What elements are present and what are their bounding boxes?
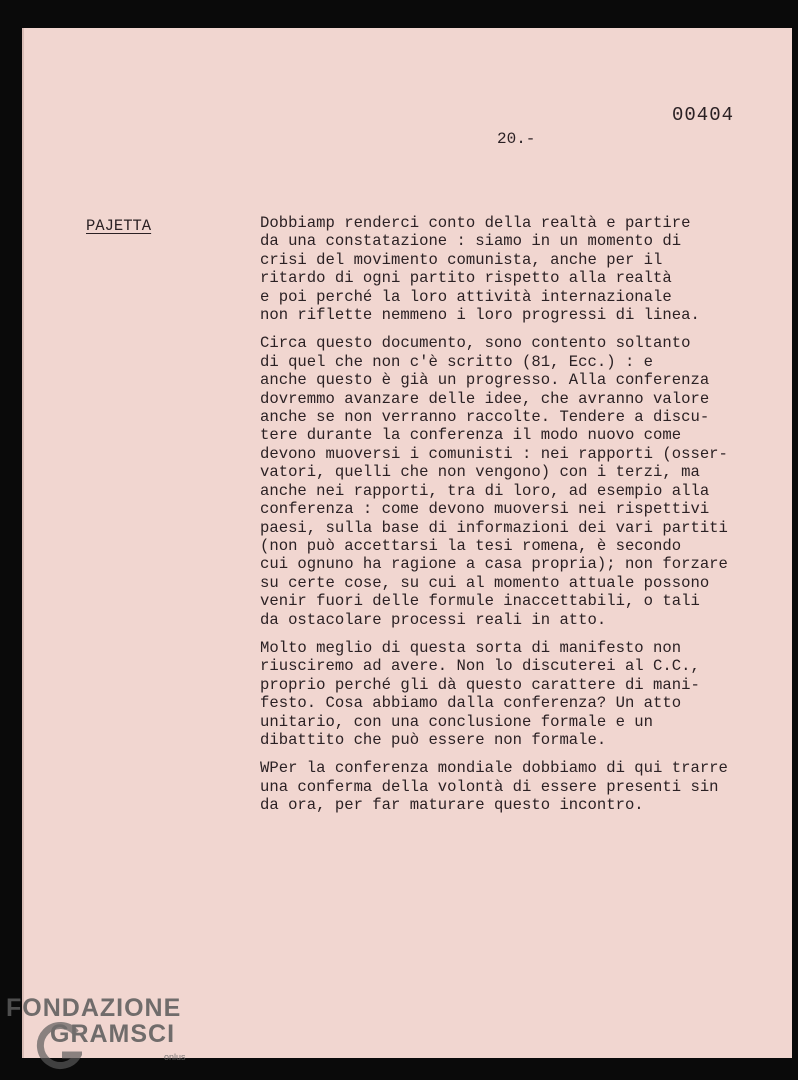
text-line: da ora, per far maturare questo incontro. xyxy=(260,796,644,815)
text-line: Dobbiamp renderci conto della realtà e partire xyxy=(260,214,691,232)
text-line: da una constatazione : siamo in un momento di xyxy=(260,232,682,251)
text-line: anche se non verranno raccolte. Tendere a discu- xyxy=(260,408,710,427)
text-line: su certe cose, su cui al momento attuale possono xyxy=(260,573,710,592)
foundation-watermark xyxy=(6,994,186,1062)
text-line: proprio perché gli dà questo carattere di mani- xyxy=(260,675,700,694)
watermark-line2: GRAMSCI xyxy=(50,1020,176,1048)
paragraph-4 xyxy=(260,759,760,814)
text-line: crisi del movimento comunista, anche per il xyxy=(260,250,663,269)
watermark-sub: onlus xyxy=(164,1052,186,1062)
text-line: vatori, quelli che non vengono) con i terzi, ma xyxy=(260,463,700,482)
text-line: festo. Cosa abbiamo dalla conferenza? Un atto xyxy=(260,694,682,713)
text-line: conferenza : come devono muoversi nei rispettivi xyxy=(260,500,710,519)
speaker-name: PAJETTA xyxy=(86,217,152,235)
text-line: unitario, con una conclusione formale e un xyxy=(260,712,654,731)
document-page xyxy=(22,28,792,1058)
text-line: e poi perché la loro attività internazionale xyxy=(260,287,672,306)
page-number: 20.- xyxy=(497,130,536,148)
archive-number: 00404 xyxy=(672,104,735,126)
gramsci-logo-icon xyxy=(36,1021,82,1071)
watermark-line1: FONDAZIONE xyxy=(6,994,182,1022)
text-line: paesi, sulla base di informazioni dei vari partiti xyxy=(260,518,728,537)
text-line: dibattito che può essere non formale. xyxy=(260,730,607,749)
text-line: una conferma della volontà di essere presenti sin xyxy=(260,777,719,796)
text-line: dovremmo avanzare delle idee, che avranno valore xyxy=(260,389,710,408)
text-line: devono muoversi i comunisti : nei rapporti (osser- xyxy=(260,444,728,463)
speech-body xyxy=(260,214,760,825)
text-line: venir fuori delle formule inaccettabili, o tali xyxy=(260,592,700,611)
text-line: anche questo è già un progresso. Alla conferenza xyxy=(260,371,710,390)
text-line: da ostacolare processi reali in atto. xyxy=(260,610,607,629)
paragraph-3 xyxy=(260,639,760,749)
text-line: ritardo di ogni partito rispetto alla realtà xyxy=(260,269,672,288)
text-line: non riflette nemmeno i loro progressi di linea. xyxy=(260,306,700,325)
text-line: riusciremo ad avere. Non lo discuterei al C.C., xyxy=(260,657,700,676)
text-line: Circa questo documento, sono contento soltanto xyxy=(260,334,691,353)
text-line: di quel che non c'è scritto (81, Ecc.) : e xyxy=(260,352,654,371)
text-line: Molto meglio di questa sorta di manifesto non xyxy=(260,638,682,657)
paragraph-2 xyxy=(260,334,760,629)
text-line: tere durante la conferenza il modo nuovo come xyxy=(260,426,682,445)
text-line: (non può accettarsi la tesi romena, è secondo xyxy=(260,536,682,555)
text-line: cui ognuno ha ragione a casa propria); non forzare xyxy=(260,555,728,574)
text-line: WPer la conferenza mondiale dobbiamo di qui trarre xyxy=(260,759,728,778)
text-line: anche nei rapporti, tra di loro, ad esempio alla xyxy=(260,481,710,500)
paragraph-1 xyxy=(260,214,760,324)
